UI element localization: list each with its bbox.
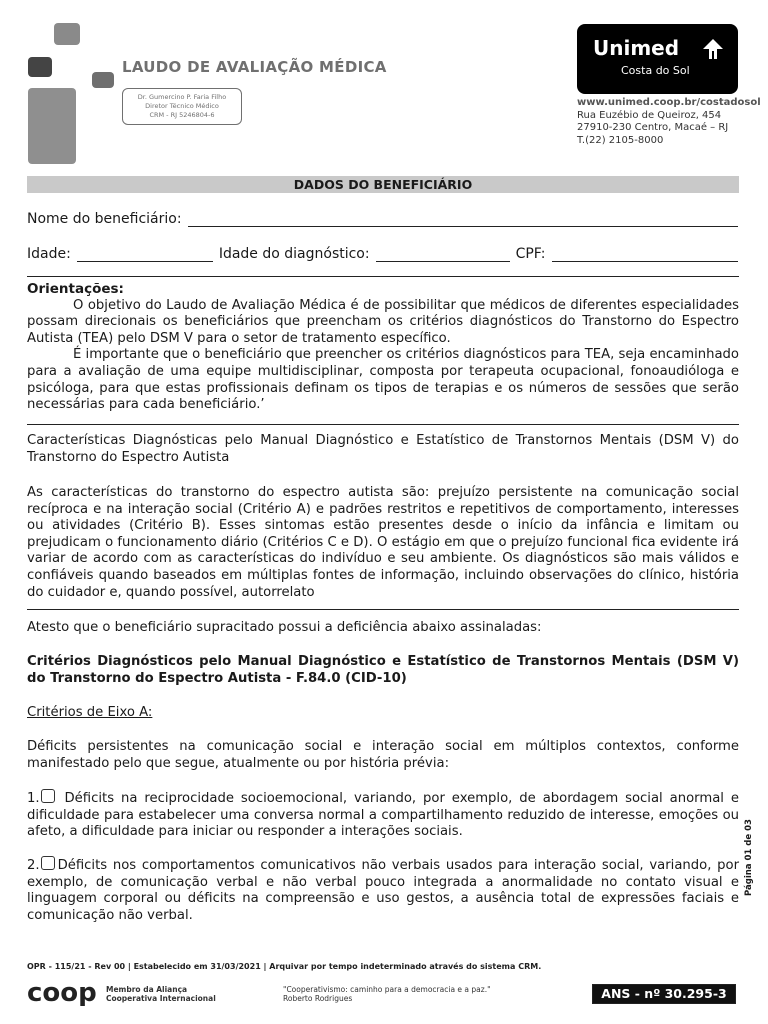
idade-label: Idade: [27, 246, 71, 262]
quote-line: "Cooperativismo: caminho para a democracia e a paz." [283, 985, 491, 994]
contact-address: Rua Euzébio de Queiroz, 454 [577, 109, 722, 121]
logo-name: Unimed [593, 36, 680, 60]
criterion-item-2 [27, 856, 739, 924]
orientacoes-heading: Orientações: [27, 281, 124, 297]
idade-diagnostico-label: Idade do diagnóstico: [218, 246, 370, 262]
orientacoes-paragraph: O objetivo do Laudo de Avaliação Médica é de possibilitar que médicos de diferentes especialidades possam direcionais os beneficiários que preencham os critérios diagnósticos do Transtorno do Espectro Autista (TEA) pelo DSM V para o setor de tratamento específico. [27, 297, 739, 346]
atesto-statement: Atesto que o beneficiário supracitado possui a deficiência abaixo assinaladas: [27, 620, 542, 635]
contact-address: 27910-230 Centro, Macaé – RJ [577, 122, 729, 133]
logo-subtitle: Costa do Sol [621, 64, 690, 77]
coop-logo-text: coop [27, 978, 97, 1006]
cpf-field[interactable] [552, 247, 738, 262]
caracteristicas-title: Características Diagnósticas pelo Manual Diagnóstico e Estatístico de Transtornos Mentais (DSM V) do Transtorno do Espectro Autista [27, 433, 739, 465]
contact-url[interactable]: www.unimed.coop.br/costadosol [577, 97, 761, 108]
footer-quote [283, 985, 491, 1003]
ans-badge: ANS - nº 30.295-3 [592, 984, 736, 1004]
nome-row [27, 211, 744, 227]
criterion-checkbox-2[interactable] [41, 856, 55, 870]
item-number: 2. [27, 858, 40, 873]
deficits-intro: Déficits persistentes na comunicação social e interação social em múltiplos contextos, conforme manifestado pelo que segue, atualmente ou por história prévia: [27, 739, 739, 771]
member-line: Cooperativa Internacional [106, 994, 216, 1003]
page-number: Página 01 de 03 [744, 819, 754, 896]
criterion-checkbox-1[interactable] [41, 789, 55, 803]
decorative-square [28, 57, 52, 77]
orientacoes-paragraph: É importante que o beneficiário que preencher os critérios diagnósticos para TEA, seja encaminhado para a avaliação de uma equipe multidisciplinar, composta por terapeuta ocupacional, fonoaudióloga e psicóloga, para que estas profissionais definam os tipos de terapias e os números de sessões que serão necessárias para cada beneficiário.’ [27, 347, 739, 413]
orientacoes-block [27, 281, 739, 414]
unimed-tree-icon [702, 38, 724, 60]
member-line: Membro da Aliança [106, 985, 188, 994]
decorative-square [92, 72, 114, 88]
unimed-logo [577, 24, 738, 94]
decorative-square [54, 23, 80, 45]
stamp-line: CRM - RJ 5246804-6 [149, 111, 215, 119]
nome-label: Nome do beneficiário: [27, 211, 182, 227]
item-text: Déficits nos comportamentos comunicativos não verbais usados para interação social, variando, por exemplo, de comunicação verbal e não verbal pouco integrada a anormalidade no contato visual e linguagem corporal ou déficits na compreensão e uso gestos, a ausência total de expressões faciais e comunicação não verbal. [27, 858, 739, 923]
nome-field[interactable] [188, 212, 738, 227]
cpf-label: CPF: [515, 246, 546, 262]
footer-reference: OPR - 115/21 - Rev 00 | Estabelecido em 31/03/2021 | Arquivar por tempo indeterminado através do sistema CRM. [27, 962, 542, 971]
doctor-stamp [122, 88, 242, 125]
divider [27, 424, 739, 425]
divider [27, 609, 739, 610]
criterios-title: Critérios Diagnósticos pelo Manual Diagnóstico e Estatístico de Transtornos Mentais (DSM V) do Transtorno do Espectro Autista - F.84.0 (CID-10) [27, 654, 739, 686]
eixo-a-heading: Critérios de Eixo A: [27, 705, 153, 720]
coop-member-text [106, 985, 216, 1003]
section-header: DADOS DO BENEFICIÁRIO [27, 176, 739, 193]
idade-row [27, 246, 744, 262]
stamp-line: Diretor Técnico Médico [145, 102, 219, 110]
document-title: LAUDO DE AVALIAÇÃO MÉDICA [122, 58, 387, 76]
caracteristicas-body: As características do transtorno do espectro autista são: prejuízo persistente na comunicação social recíproca e na interação social (Critério A) e padrões restritos e repetitivos de comportamento, interesses ou atividades (Critério B). Esses sintomas estão presentes desde o início da infância e limitam ou prejudicam o funcionamento diário (Critérios C e D). O estágio em que o prejuízo funcional fica evidente irá variar de acordo com as características do indivíduo e seu ambiente. Os diagnósticos são mais válidos e confiáveis quando baseados em múltiplas fontes de informação, incluindo observações do clínico, história do cuidador e, quando possível, autorrelato [27, 485, 739, 600]
item-number: 1. [27, 791, 40, 806]
contact-block [577, 97, 761, 147]
criterion-item-1 [27, 789, 739, 841]
decorative-square [28, 88, 76, 164]
contact-phone: T.(22) 2105-8000 [577, 134, 664, 146]
idade-field[interactable] [77, 247, 213, 262]
idade-diagnostico-field[interactable] [376, 247, 510, 262]
divider [27, 276, 739, 277]
stamp-line: Dr. Gumercino P. Faria Filho [137, 93, 227, 101]
item-text: Déficits na reciprocidade socioemocional, variando, por exemplo, de abordagem social anormal e dificuldade para estabelecer uma conversa normal a compartilhamento reduzido de interesse, emoções ou afeto, a dificuldade para iniciar ou responder a interações sociais. [27, 791, 739, 840]
coop-logo [27, 978, 99, 1006]
quote-author: Roberto Rodrigues [283, 994, 353, 1003]
